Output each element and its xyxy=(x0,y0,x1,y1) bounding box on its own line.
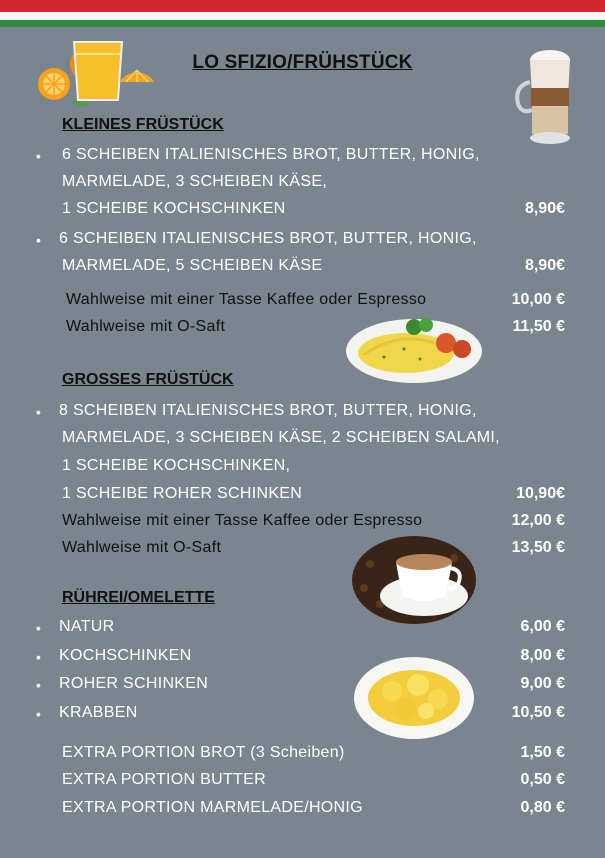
bullet-dot: • xyxy=(36,148,42,164)
omelette-item-roher-schinken-price: 9,00 € xyxy=(520,675,565,692)
omelette-plate-image xyxy=(344,313,484,385)
espresso-cup-image xyxy=(350,534,478,626)
kleines-item1-price: 8,90€ xyxy=(524,200,565,217)
omelette-item-natur-price: 6,00 € xyxy=(520,618,565,635)
grosses-item-line2: MARMELADE, 3 SCHEIBEN KÄSE, 2 SCHEIBEN SALAMI, xyxy=(62,429,500,446)
section-heading-omelette: RÜHREI/OMELETTE xyxy=(62,589,215,606)
bullet-dot: • xyxy=(36,649,42,665)
grosses-item-line1: 8 SCHEIBEN ITALIENISCHES BROT, BUTTER, HONIG, xyxy=(59,402,477,419)
extra-butter-price: 0,50 € xyxy=(520,771,565,788)
grosses-option-kaffee: Wahlweise mit einer Tasse Kaffee oder Espresso xyxy=(62,512,423,529)
bullet-dot: • xyxy=(36,620,42,636)
scrambled-eggs-image xyxy=(352,655,476,741)
extra-butter: EXTRA PORTION BUTTER xyxy=(62,771,266,788)
section-heading-grosses: GROSSES FRÜSTÜCK xyxy=(62,371,234,388)
kleines-item2-line2: MARMELADE, 5 SCHEIBEN KÄSE xyxy=(62,257,323,274)
bullet-dot: • xyxy=(36,404,42,420)
grosses-option-kaffee-price: 12,00 € xyxy=(511,512,565,529)
kleines-option-kaffee: Wahlweise mit einer Tasse Kaffee oder Espresso xyxy=(66,291,427,308)
kleines-item1-line3: 1 SCHEIBE KOCHSCHINKEN xyxy=(62,200,286,217)
orange-juice-image xyxy=(30,38,158,110)
kleines-option-osaft: Wahlweise mit O-Saft xyxy=(66,318,226,335)
omelette-item-kochschinken: KOCHSCHINKEN xyxy=(59,647,192,664)
grosses-option-osaft-price: 13,50 € xyxy=(511,539,565,556)
extra-brot-price: 1,50 € xyxy=(520,744,565,761)
extra-brot: EXTRA PORTION BROT (3 Scheiben) xyxy=(62,744,345,761)
grosses-item-price: 10,90€ xyxy=(516,485,565,502)
omelette-item-kochschinken-price: 8,00 € xyxy=(520,647,565,664)
extra-marmelade-honig-price: 0,80 € xyxy=(520,799,565,816)
omelette-item-krabben: KRABBEN xyxy=(59,704,138,721)
extra-marmelade-honig: EXTRA PORTION MARMELADE/HONIG xyxy=(62,799,363,816)
grosses-item-line3: 1 SCHEIBE KOCHSCHINKEN, xyxy=(62,457,291,474)
bullet-dot: • xyxy=(36,677,42,693)
kleines-item2-price: 8,90€ xyxy=(524,257,565,274)
omelette-item-krabben-price: 10,50 € xyxy=(511,704,565,721)
bullet-dot: • xyxy=(36,706,42,722)
kleines-option-osaft-price: 11,50 € xyxy=(512,318,565,335)
grosses-item-line4: 1 SCHEIBE ROHER SCHINKEN xyxy=(62,485,303,502)
kleines-item2-line1: 6 SCHEIBEN ITALIENISCHES BROT, BUTTER, HONIG, xyxy=(59,230,477,247)
italian-flag-stripe xyxy=(0,0,605,32)
grosses-option-osaft: Wahlweise mit O-Saft xyxy=(62,539,222,556)
menu-title: LO SFIZIO/FRÜHSTÜCK xyxy=(192,52,413,73)
bullet-dot: • xyxy=(36,232,42,248)
omelette-item-roher-schinken: ROHER SCHINKEN xyxy=(59,675,209,692)
kleines-option-kaffee-price: 10,00 € xyxy=(511,291,565,308)
section-heading-kleines: KLEINES FRÜSTÜCK xyxy=(62,116,224,133)
kleines-item1-line1: 6 SCHEIBEN ITALIENISCHES BROT, BUTTER, HONIG, xyxy=(62,146,480,163)
kleines-item1-line2: MARMELADE, 3 SCHEIBEN KÄSE, xyxy=(62,173,328,190)
omelette-item-natur: NATUR xyxy=(59,618,115,635)
